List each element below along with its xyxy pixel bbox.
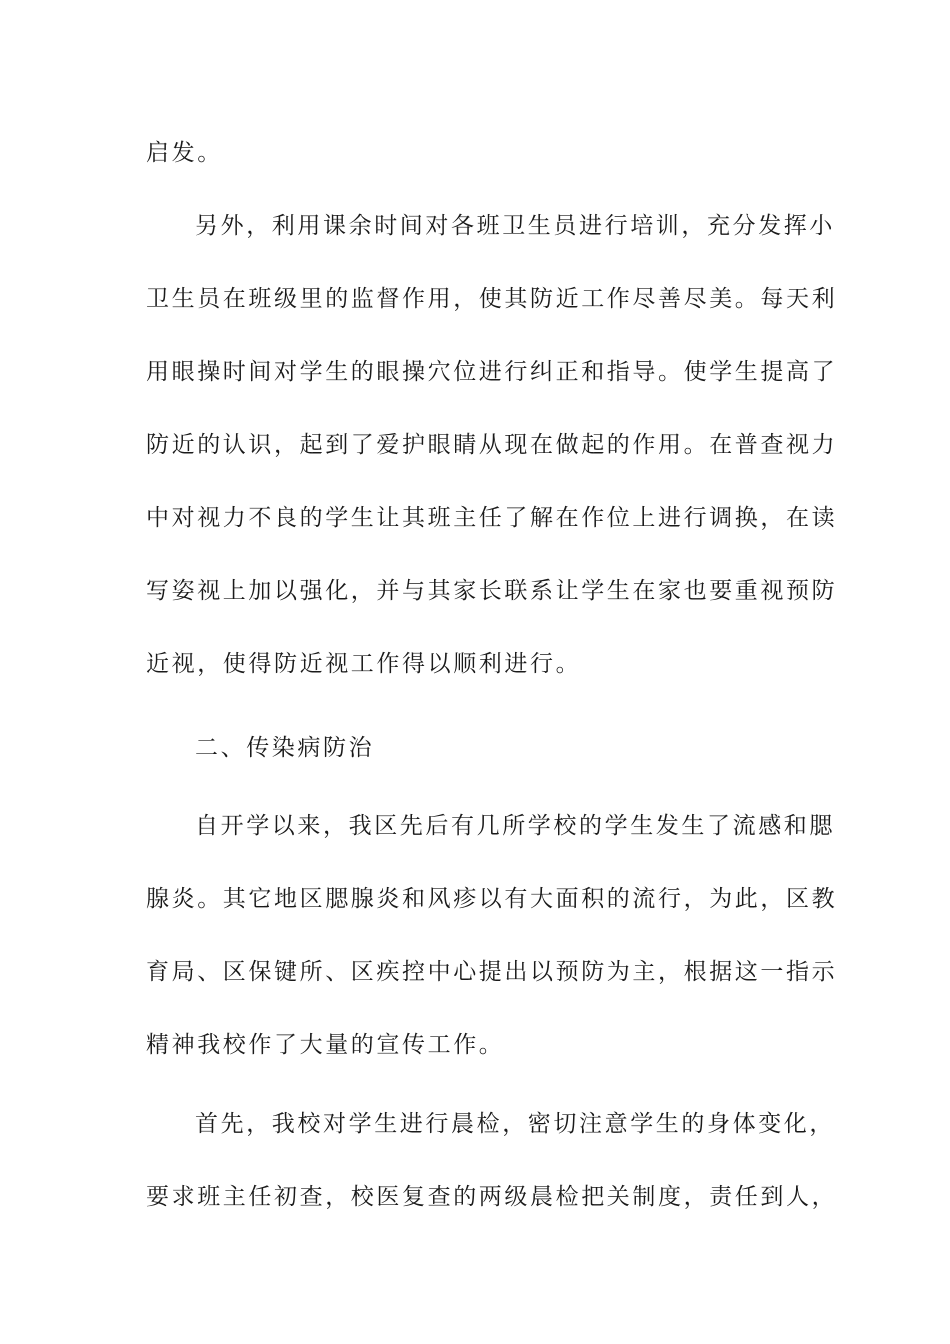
text-line: 近视，使得防近视工作得以顺利进行。 — [146, 651, 582, 677]
text-line: 中对视力不良的学生让其班主任了解在作位上进行调换，在读 — [146, 505, 838, 531]
text-line: 精神我校作了大量的宣传工作。 — [146, 1032, 505, 1058]
text-line: 卫生员在班级里的监督作用，使其防近工作尽善尽美。每天利 — [146, 286, 838, 312]
text-line: 写姿视上加以强化，并与其家长联系让学生在家也要重视预防 — [146, 578, 838, 604]
paragraph-first-line: 自开学以来，我区先后有几所学校的学生发生了流感和腮 — [195, 813, 835, 839]
paragraph-first-line: 另外，利用课余时间对各班卫生员进行培训，充分发挥小 — [195, 213, 835, 239]
section-heading: 二、传染病防治 — [195, 735, 375, 761]
text-line: 育局、区保键所、区疾控中心提出以预防为主，根据这一指示 — [146, 959, 838, 985]
text-line: 腺炎。其它地区腮腺炎和风疹以有大面积的流行，为此，区教 — [146, 886, 838, 912]
text-line: 要求班主任初查，校医复查的两级晨检把关制度，责任到人， — [146, 1184, 838, 1210]
paragraph-first-line: 首先，我校对学生进行晨检，密切注意学生的身体变化， — [195, 1111, 835, 1137]
text-line: 用眼操时间对学生的眼操穴位进行纠正和指导。使学生提高了 — [146, 359, 838, 385]
text-line: 启发。 — [146, 140, 223, 166]
text-line: 防近的认识，起到了爱护眼睛从现在做起的作用。在普查视力 — [146, 432, 838, 458]
